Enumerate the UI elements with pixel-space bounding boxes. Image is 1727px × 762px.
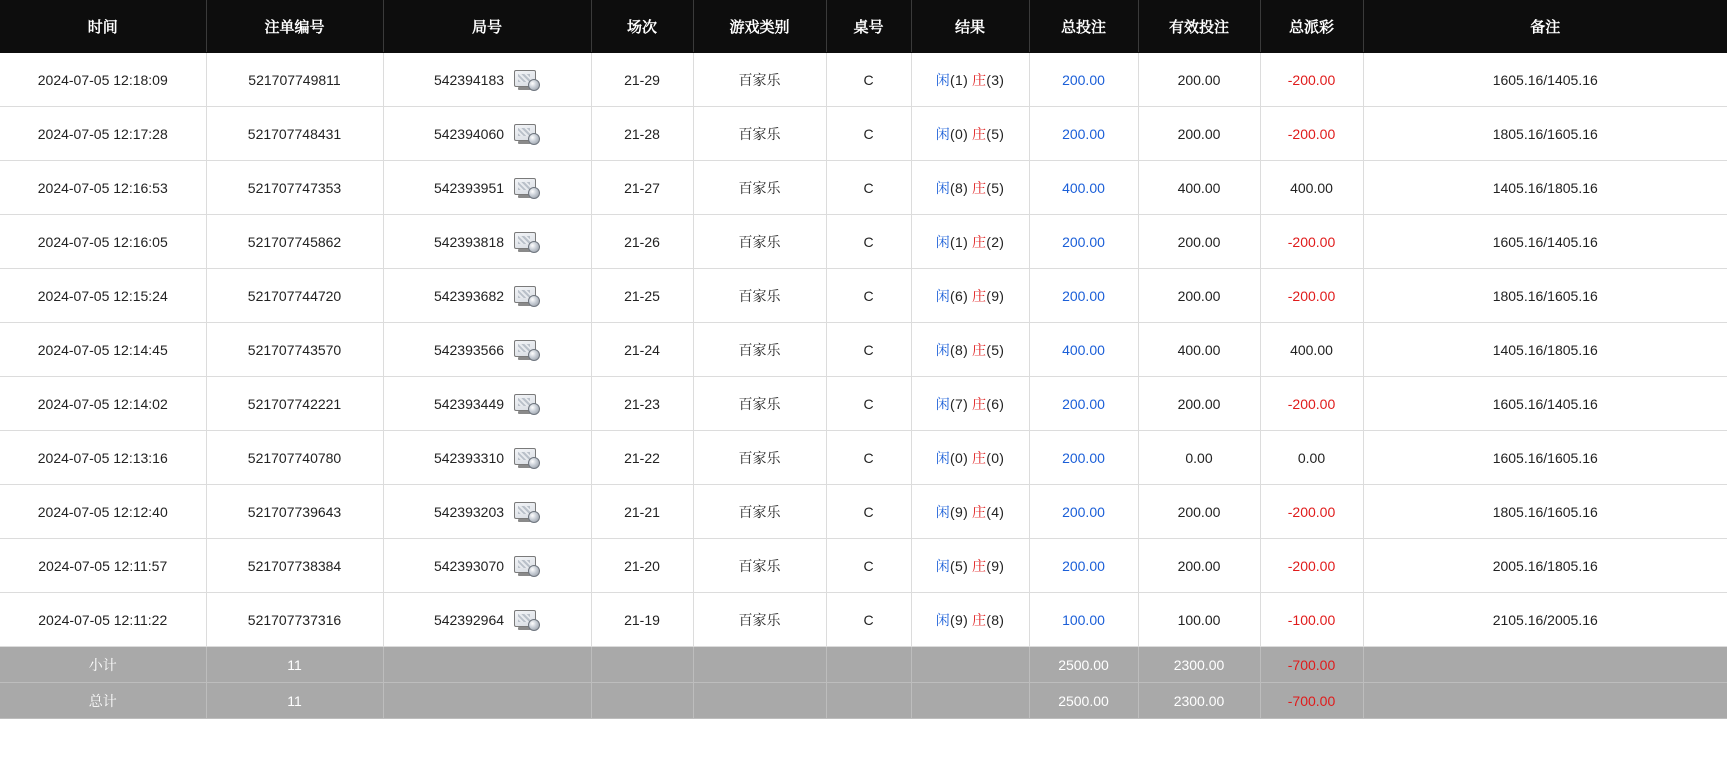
cell-round-no [383,215,591,269]
column-header-table-no[interactable]: 桌号 [826,0,911,53]
cell-order-no: 521707737316 [206,593,383,647]
cell-table-no: C [826,539,911,593]
cell-time: 2024-07-05 12:13:16 [0,431,206,485]
result-player-point: (8) [950,179,969,196]
summary-empty-session [591,647,693,683]
cell-total-bet: 400.00 [1029,323,1138,377]
video-replay-icon[interactable] [514,447,540,469]
column-header-time[interactable]: 时间 [0,0,206,53]
table-row[interactable] [0,53,1727,107]
result-banker: 庄 [971,557,987,574]
result-player: 闲 [935,341,951,358]
cell-session: 21-24 [591,323,693,377]
cell-total-payout: -200.00 [1260,377,1363,431]
cell-total-bet: 200.00 [1029,269,1138,323]
result-banker-point: (2) [986,233,1005,250]
cell-table-no: C [826,215,911,269]
cell-order-no: 521707744720 [206,269,383,323]
summary-total-payout: -700.00 [1260,647,1363,683]
video-replay-icon[interactable] [514,393,540,415]
summary-label: 小计 [0,647,206,683]
cell-remark: 1605.16/1405.16 [1363,53,1727,107]
result-banker-point: (6) [986,395,1005,412]
cell-order-no: 521707748431 [206,107,383,161]
grandtotal-row [0,683,1727,719]
result-player-point: (0) [950,449,969,466]
video-replay-icon[interactable] [514,69,540,91]
cell-remark: 1805.16/1605.16 [1363,269,1727,323]
table-row[interactable] [0,593,1727,647]
cell-time: 2024-07-05 12:16:53 [0,161,206,215]
column-header-remark[interactable]: 备注 [1363,0,1727,53]
table-body [0,53,1727,719]
column-header-order-no[interactable]: 注单编号 [206,0,383,53]
cell-remark: 2105.16/2005.16 [1363,593,1727,647]
cell-session: 21-19 [591,593,693,647]
cell-time: 2024-07-05 12:15:24 [0,269,206,323]
cell-remark: 1605.16/1405.16 [1363,215,1727,269]
cell-session: 21-29 [591,53,693,107]
summary-empty-result [911,647,1029,683]
cell-remark: 1405.16/1805.16 [1363,161,1727,215]
result-player-point: (9) [950,503,969,520]
subtotal-row [0,647,1727,683]
summary-empty-result [911,683,1029,719]
result-player-point: (9) [950,611,969,628]
cell-round-no [383,485,591,539]
round-no-text: 542393682 [433,287,505,304]
result-player-point: (1) [950,233,969,250]
cell-order-no: 521707749811 [206,53,383,107]
cell-order-no: 521707745862 [206,215,383,269]
cell-time: 2024-07-05 12:18:09 [0,53,206,107]
result-banker: 庄 [971,287,987,304]
cell-valid-bet: 200.00 [1138,107,1260,161]
cell-remark: 1805.16/1605.16 [1363,107,1727,161]
cell-table-no: C [826,593,911,647]
summary-empty-game-type [693,647,826,683]
cell-result [911,431,1029,485]
result-player: 闲 [935,179,951,196]
cell-game-type: 百家乐 [693,161,826,215]
round-no-text: 542393818 [433,233,505,250]
column-header-valid-bet[interactable]: 有效投注 [1138,0,1260,53]
cell-round-no [383,539,591,593]
cell-total-bet: 200.00 [1029,431,1138,485]
column-header-total-bet[interactable]: 总投注 [1029,0,1138,53]
video-replay-icon[interactable] [514,123,540,145]
summary-valid-bet: 2300.00 [1138,683,1260,719]
result-banker: 庄 [971,233,987,250]
column-header-game-type[interactable]: 游戏类别 [693,0,826,53]
cell-round-no [383,593,591,647]
summary-empty-remark [1363,683,1727,719]
cell-game-type: 百家乐 [693,539,826,593]
cell-table-no: C [826,269,911,323]
result-banker: 庄 [971,611,987,628]
round-no-text: 542393449 [433,395,505,412]
column-header-session[interactable]: 场次 [591,0,693,53]
summary-total-payout: -700.00 [1260,683,1363,719]
cell-total-bet: 200.00 [1029,377,1138,431]
cell-total-payout: -200.00 [1260,107,1363,161]
cell-remark: 1805.16/1605.16 [1363,485,1727,539]
cell-game-type: 百家乐 [693,431,826,485]
summary-valid-bet: 2300.00 [1138,647,1260,683]
summary-empty-session [591,683,693,719]
cell-time: 2024-07-05 12:12:40 [0,485,206,539]
cell-order-no: 521707738384 [206,539,383,593]
cell-order-no: 521707742221 [206,377,383,431]
result-banker-point: (4) [986,503,1005,520]
video-replay-icon[interactable] [514,285,540,307]
table-row[interactable] [0,323,1727,377]
cell-total-payout: -200.00 [1260,485,1363,539]
cell-total-bet: 200.00 [1029,215,1138,269]
column-header-result[interactable]: 结果 [911,0,1029,53]
cell-time: 2024-07-05 12:11:57 [0,539,206,593]
cell-table-no: C [826,53,911,107]
result-player-point: (6) [950,287,969,304]
cell-order-no: 521707743570 [206,323,383,377]
cell-total-bet: 200.00 [1029,53,1138,107]
cell-valid-bet: 0.00 [1138,431,1260,485]
table-row[interactable] [0,269,1727,323]
cell-time: 2024-07-05 12:14:02 [0,377,206,431]
cell-total-bet: 200.00 [1029,539,1138,593]
result-banker-point: (5) [986,341,1005,358]
video-replay-icon[interactable] [514,177,540,199]
video-replay-icon[interactable] [514,231,540,253]
table-row[interactable] [0,107,1727,161]
round-no-text: 542393951 [433,179,505,196]
cell-total-payout: -200.00 [1260,215,1363,269]
result-player: 闲 [935,557,951,574]
result-player-point: (8) [950,341,969,358]
summary-empty-remark [1363,647,1727,683]
cell-round-no [383,431,591,485]
result-player: 闲 [935,611,951,628]
result-banker: 庄 [971,71,987,88]
table-row[interactable] [0,161,1727,215]
cell-total-payout: 0.00 [1260,431,1363,485]
result-banker: 庄 [971,125,987,142]
result-banker-point: (5) [986,179,1005,196]
cell-table-no: C [826,377,911,431]
result-player-point: (0) [950,125,969,142]
summary-empty-table-no [826,683,911,719]
cell-total-payout: 400.00 [1260,161,1363,215]
result-banker: 庄 [971,179,987,196]
result-player: 闲 [935,503,951,520]
round-no-text: 542392964 [433,611,505,628]
table-header [0,0,1727,53]
cell-valid-bet: 400.00 [1138,323,1260,377]
cell-valid-bet: 200.00 [1138,269,1260,323]
cell-table-no: C [826,431,911,485]
cell-total-payout: -100.00 [1260,593,1363,647]
cell-total-payout: -200.00 [1260,53,1363,107]
result-banker: 庄 [971,395,987,412]
cell-round-no [383,323,591,377]
table-row[interactable] [0,539,1727,593]
result-banker-point: (8) [986,611,1005,628]
result-banker-point: (5) [986,125,1005,142]
cell-result [911,269,1029,323]
cell-remark: 2005.16/1805.16 [1363,539,1727,593]
result-player-point: (1) [950,71,969,88]
summary-empty-round [383,683,591,719]
result-banker-point: (3) [986,71,1005,88]
result-banker: 庄 [971,503,987,520]
column-header-round-no[interactable]: 局号 [383,0,591,53]
cell-game-type: 百家乐 [693,215,826,269]
cell-result [911,593,1029,647]
round-no-text: 542393070 [433,557,505,574]
cell-session: 21-27 [591,161,693,215]
cell-total-payout: -200.00 [1260,269,1363,323]
result-player-point: (5) [950,557,969,574]
cell-game-type: 百家乐 [693,107,826,161]
result-banker-point: (9) [986,287,1005,304]
cell-round-no [383,377,591,431]
cell-result [911,215,1029,269]
result-player: 闲 [935,395,951,412]
cell-result [911,485,1029,539]
cell-remark: 1605.16/1605.16 [1363,431,1727,485]
cell-time: 2024-07-05 12:17:28 [0,107,206,161]
summary-empty-table-no [826,647,911,683]
cell-round-no [383,107,591,161]
cell-remark: 1605.16/1405.16 [1363,377,1727,431]
cell-valid-bet: 200.00 [1138,53,1260,107]
cell-order-no: 521707747353 [206,161,383,215]
cell-table-no: C [826,485,911,539]
cell-result [911,161,1029,215]
cell-round-no [383,161,591,215]
table-row[interactable] [0,485,1727,539]
cell-table-no: C [826,323,911,377]
cell-valid-bet: 200.00 [1138,215,1260,269]
cell-session: 21-21 [591,485,693,539]
result-player: 闲 [935,287,951,304]
summary-label: 总计 [0,683,206,719]
table-row[interactable] [0,431,1727,485]
cell-time: 2024-07-05 12:14:45 [0,323,206,377]
result-banker: 庄 [971,341,987,358]
round-no-text: 542393203 [433,503,505,520]
cell-total-bet: 200.00 [1029,485,1138,539]
cell-time: 2024-07-05 12:11:22 [0,593,206,647]
summary-total-bet: 2500.00 [1029,647,1138,683]
result-player: 闲 [935,449,951,466]
summary-count: 11 [206,683,383,719]
cell-table-no: C [826,161,911,215]
cell-total-bet: 100.00 [1029,593,1138,647]
cell-table-no: C [826,107,911,161]
cell-valid-bet: 400.00 [1138,161,1260,215]
cell-session: 21-26 [591,215,693,269]
cell-total-bet: 400.00 [1029,161,1138,215]
cell-result [911,539,1029,593]
cell-valid-bet: 200.00 [1138,485,1260,539]
video-replay-icon[interactable] [514,609,540,631]
video-replay-icon[interactable] [514,555,540,577]
cell-result [911,107,1029,161]
round-no-text: 542393310 [433,449,505,466]
summary-total-bet: 2500.00 [1029,683,1138,719]
round-no-text: 542394060 [433,125,505,142]
result-player: 闲 [935,125,951,142]
video-replay-icon[interactable] [514,339,540,361]
result-player: 闲 [935,71,951,88]
cell-game-type: 百家乐 [693,53,826,107]
cell-total-payout: -200.00 [1260,539,1363,593]
cell-time: 2024-07-05 12:16:05 [0,215,206,269]
summary-count: 11 [206,647,383,683]
cell-game-type: 百家乐 [693,269,826,323]
result-banker: 庄 [971,449,987,466]
cell-round-no [383,269,591,323]
table-row[interactable] [0,215,1727,269]
cell-result [911,323,1029,377]
cell-session: 21-23 [591,377,693,431]
cell-game-type: 百家乐 [693,377,826,431]
cell-result [911,53,1029,107]
cell-remark: 1405.16/1805.16 [1363,323,1727,377]
cell-session: 21-28 [591,107,693,161]
result-player-point: (7) [950,395,969,412]
cell-result [911,377,1029,431]
summary-empty-round [383,647,591,683]
cell-valid-bet: 200.00 [1138,539,1260,593]
result-banker-point: (0) [986,449,1005,466]
cell-game-type: 百家乐 [693,593,826,647]
cell-valid-bet: 100.00 [1138,593,1260,647]
cell-round-no [383,53,591,107]
cell-game-type: 百家乐 [693,323,826,377]
round-no-text: 542394183 [433,71,505,88]
cell-valid-bet: 200.00 [1138,377,1260,431]
cell-session: 21-22 [591,431,693,485]
video-replay-icon[interactable] [514,501,540,523]
round-no-text: 542393566 [433,341,505,358]
header-row [0,0,1727,53]
cell-total-payout: 400.00 [1260,323,1363,377]
cell-order-no: 521707740780 [206,431,383,485]
cell-game-type: 百家乐 [693,485,826,539]
cell-session: 21-20 [591,539,693,593]
cell-total-bet: 200.00 [1029,107,1138,161]
cell-session: 21-25 [591,269,693,323]
summary-empty-game-type [693,683,826,719]
cell-order-no: 521707739643 [206,485,383,539]
table-row[interactable] [0,377,1727,431]
result-player: 闲 [935,233,951,250]
column-header-total-payout[interactable]: 总派彩 [1260,0,1363,53]
result-banker-point: (9) [986,557,1005,574]
